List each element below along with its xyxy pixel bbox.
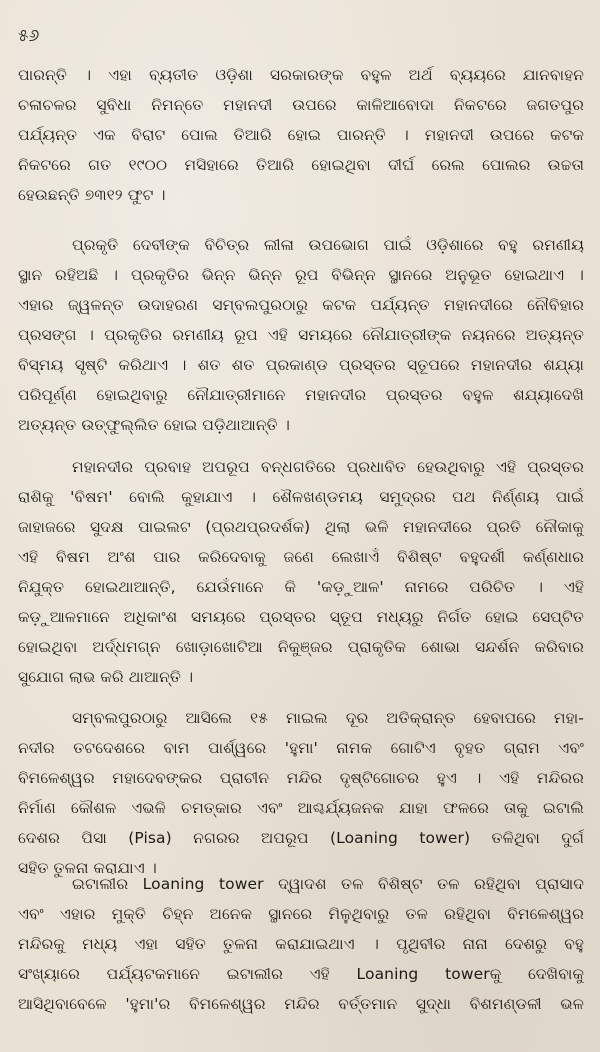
text-line: ଦେଶର ପିସା (Pisa) ନଗରର ଅପରୂପ (Loaning tower) ତଳିଥିବା ଦୁର୍ଗ [18,829,584,847]
text-line: ଅତ୍ୟନ୍ତ ଉତ୍ଫୁଲ୍ଲିତ ହୋଇ ପଡ଼ିଥାଆନ୍ତି । [18,416,290,434]
text-line: ବିମଳେଶ୍ୱର ମହାଦେବଙ୍କର ପ୍ରାଚୀନ ମନ୍ଦିର ଦୃଷ୍ଟିଗୋଚର ହୁଏ । ଏହି ମନ୍ଦିରର [18,769,584,787]
text-line: ରାଶିକୁ 'ବିଷମ' ବୋଲି କୁହାଯାଏ । ଶୈଳଖଣ୍ଡମୟ ସମୁଦ୍ରର ପଥ ନିର୍ଣ୍ଣୟ ପାଇଁ [18,488,584,506]
text-line: ଇଟାଲୀର Loaning tower ଦ୍ୱାଦଶ ତଳ ବିଶିଷ୍ଟ ତଳ ରହିଥିବା ପ୍ରାସାଦ [72,875,584,893]
text-line: ଏହି ବିଷମ ଅଂଶ ପାର କରିଦେବାକୁ ଜଣେ ଲେଖାଏଁ ବିଶିଷ୍ଟ ବହୁଦର୍ଶୀ କର୍ଣ୍ଣଧାର [18,548,584,566]
paragraph [18,230,584,440]
text-line: ଏହାର ଜ୍ୱଳନ୍ତ ଉଦାହରଣ ସମ୍ବଲପୁରଠାରୁ କଟକ ପର୍ଯ୍ୟନ୍ତ ମହାନଦୀରେ ନୌବିହାର [18,296,584,314]
paragraph [18,703,584,883]
text-line: ଜାହାଜରେ ସୁଦକ୍ଷ ପାଇଲଟ (ପ୍ରଥପ୍ରଦର୍ଶକ) ଥିଲା ଭଳି ମହାନଦୀରେ ପ୍ରତି ନୌକାକୁ [18,518,584,536]
text-line: ସହିତ ତୁଳନା କରାଯାଏ । [18,859,157,877]
text-line: ମହାନଦୀର ପ୍ରବାହ ଅପରୂପ ବନ୍ଧଗତିରେ ପ୍ରଧାବିତ ହେଉଥିବାରୁ ଏହି ପ୍ରସ୍ତର [72,458,584,476]
text-line: ପରିପୂର୍ଣ୍ଣ ହୋଇଥିବାରୁ ନୌଯାତ୍ରୀମାନେ ମହାନଦୀର ପ୍ରସ୍ତର ବହୁଳ ଶଯ୍ୟାଦେଖି [18,386,584,404]
text-line: ପର୍ଯ୍ୟନ୍ତ ଏକ ବିରାଟ ପୋଲ ତିଆରି ହୋଇ ପାରନ୍ତି । ମହାନଦୀ ଉପରେ କଟକ [18,126,584,144]
text-line: ନିଯୁକ୍ତ ହୋଇଥାଆନ୍ତି, ଯେଉଁମାନେ କି 'କଡ଼ୁଆଳ' ନାମରେ ପରିଚିତ । ଏହି [18,578,584,596]
text-line: ସମ୍ବଲପୁରଠାରୁ ଆସିଲେ ୧୫ ମାଇଲ ଦୂର ଅତିକ୍ରାନ୍ତ ହେବାପରେ ମହା- [72,709,584,727]
text-line: ପ୍ରସଙ୍ଗ । ପ୍ରକୃତିର ରମଣୀୟ ରୂପ ଏହି ସମୟରେ ନୌଯାତ୍ରୀଙ୍କ ନୟନରେ ଅତ୍ୟନ୍ତ [18,326,584,344]
paragraph [18,869,584,1019]
paragraph [18,452,584,692]
paragraph [18,60,584,210]
text-line: ହେଉଛନ୍ତି ୭୩୧୨ ଫୁଟ । [18,186,166,204]
text-line: କଡ଼ୁଆଳମାନେ ଅଧିକାଂଶ ସମୟରେ ପ୍ରସ୍ତର ସ୍ତୂପ ମଧ୍ୟରୁ ନିର୍ଗତ ହୋଇ ସେପ୍ଟିତ [18,608,584,626]
text-line: ମନ୍ଦିରକୁ ମଧ୍ୟ ଏହା ସହିତ ତୁଳନା କରାଯାଇଥାଏ । ପୃଥିବୀର ନାନା ଦେଶରୁ ବହୁ [18,935,584,953]
text-line: ନଦୀର ତଟଦେଶରେ ବାମ ପାର୍ଶ୍ୱରେ 'ହୁମା' ନାମକ ଗୋଟିଏ ବୃହତ ଗ୍ରାମ ଏବଂ [18,739,584,757]
text-line: ପାରନ୍ତି । ଏହା ବ୍ୟତୀତ ଓଡ଼ିଶା ସରକାରଙ୍କ ବହୁଳ ଅର୍ଥ ବ୍ୟୟରେ ଯାନବାହନ [18,66,584,84]
text-line: ସଂଖ୍ୟାରେ ପର୍ଯ୍ୟଟକମାନେ ଇଟାଲୀର ଏହି Loaning towerକୁ ଦେଖିବାକୁ [18,965,584,983]
text-line: ବିସ୍ମୟ ସୃଷ୍ଟି କରିଥାଏ । ଶତ ଶତ ପ୍ରକାଣ୍ଡ ପ୍ରସ୍ତର ସ୍ତୂପରେ ମହାନଦୀର ଶଯ୍ୟା [18,356,584,374]
text-line: ଆସିଥିବାବେଳେ 'ହୁମା'ର ବିମଳେଶ୍ୱର ମନ୍ଦିର ବର୍ତ୍ତମାନ ସୁଦ୍ଧା ବିଶମଣ୍ଡଳୀ ଭଳ [18,995,584,1013]
page-number: ୫୬ [18,26,40,46]
text-line: ନିର୍ମାଣ କୌଶଳ ଏଭଳି ଚମତ୍କାର ଏବଂ ଆଶ୍ଚର୍ଯ୍ୟଜନକ ଯାହା ଫଳରେ ତାକୁ ଇଟାଲି [18,799,584,817]
text-line: ଚଳାଚଳର ସୁବିଧା ନିମନ୍ତେ ମହାନଦୀ ଉପରେ କାଳିଆବୋଦା ନିକଟରେ ଜଗତପୁର [18,96,584,114]
text-line: ସୁଯୋଗ ଲାଭ କରି ଥାଆନ୍ତି । [18,668,194,686]
text-line: ପ୍ରକୃତି ଦେବୀଙ୍କ ବିଚିତ୍ର ଲୀଳା ଉପଭୋଗ ପାଇଁ ଓଡ଼ିଶାରେ ବହୁ ରମଣୀୟ [72,236,584,254]
text-line: ଏବଂ ଏହାର ମୁକ୍ତି ଚିହ୍ନ ଅନେକ ସ୍ଥାନରେ ମିଳୁଥିବାରୁ ତଳ ରହିଥିବା ବିମଳେଶ୍ୱର [18,905,584,923]
text-line: ସ୍ଥାନ ରହିଅଛି । ପ୍ରକୃତିର ଭିନ୍ନ ଭିନ୍ନ ରୂପ ବିଭିନ୍ନ ସ୍ଥାନରେ ଅନୁଭୂତ ହୋଇଥାଏ । [18,266,584,284]
text-line: ନିକଟରେ ଗତ ୧୯୦୦ ମସିହାରେ ତିଆରି ହୋଇଥିବା ଦୀର୍ଘ ରେଲ ପୋଲର ଉଚ୍ଚତା [18,156,584,174]
text-line: ହୋଇଥିବା ଅର୍ଦ୍ଧମଗ୍ନ ଖୋଡ଼ାଖୋଟିଆ ନିକୁଞ୍ଜର ପ୍ରାକୃତିକ ଶୋଭା ସନ୍ଦର୍ଶନ କରିବାର [18,638,584,656]
